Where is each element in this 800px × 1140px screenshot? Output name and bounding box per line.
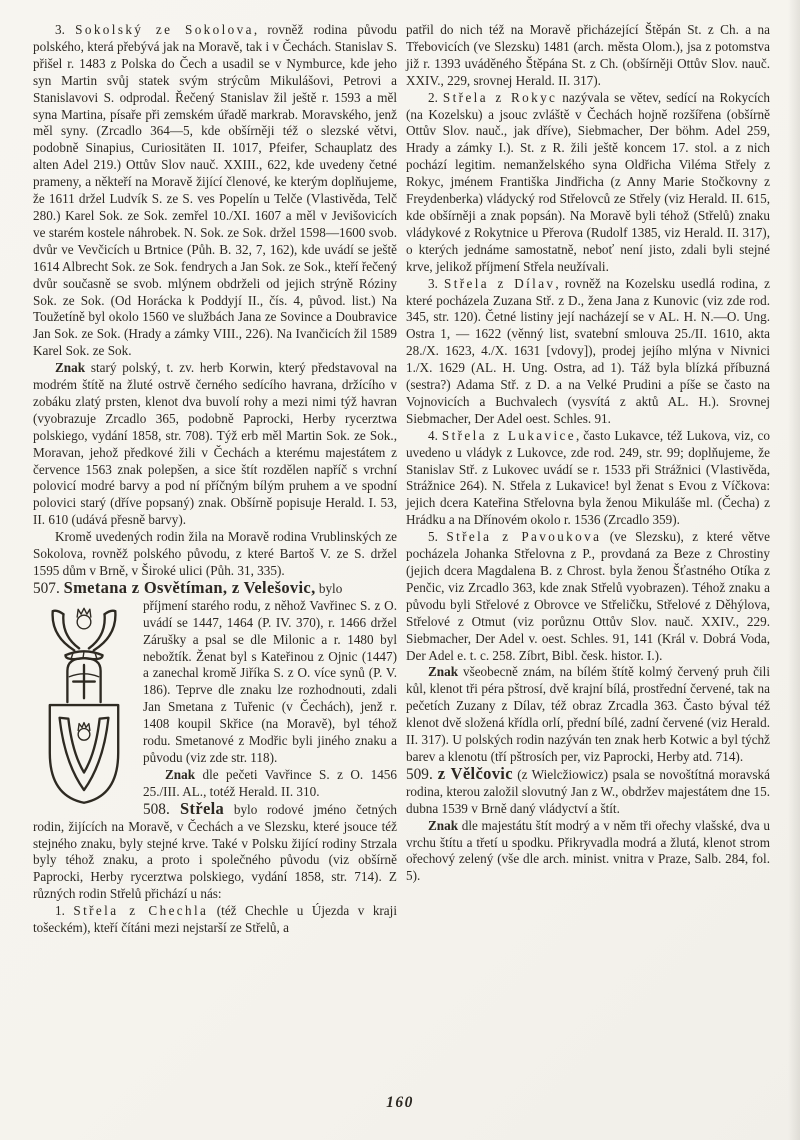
right-column — [406, 22, 770, 885]
text-segment: (ve Slezsku), z které větve pocházela Johanka Střelovna z P., provdaná za Beze z Chrostiny (jejich dcera Magdalena B. z Chrost. byla ženou Šťastného Otíka z Penčic, viz Zrcadlo 363, kde znak Střelů vyobrazen). Téhož znaku a původu byli Střelové z Obrovce ve Střeličku, Střelové z Děhýlova, Střelové z Otmut (viz porůznu Ottův Slov. nauč. XXIV., 229. Siebmacher, Der Adel v. oest. Schles. 91, 141 (Král v. Dobrá Voda, Der Adel e. t. c. 258. Zíbrt, Bibl. česk. histor. I.). — [406, 529, 770, 663]
text-segment: 507. — [33, 579, 64, 597]
left-column — [33, 22, 397, 937]
text-segment: nazývala se větev, sedící na Rokycích (na Kozelsku) a jsouc zvláště v Čechách hojně rozšířena (obšírně Ottův Slov. nauč., jak dříve), Siebmacher, Der böhm. Adel 259, Hrady a zámky I.). St. z R. žili ještě koncem 17. stol. a z nich pochází legitim. nemanželského syna Oldřicha Viléma Střely z Rokyc, jménem Františka Jindřicha (z Anny Marie Stočkovny z Freydenberka) vládycký rod Střelovců ze Střely (viz Herald. II. 615, kde obšírněji a znak popsán). Na Moravě byli téhož (Střelů) znaku vládykové z Rokytnice u Přerova (Rudolf 1385, viz Herald. II. 317), o kterých jednáme samostatně, neboť není jisto, zdali byli stejné krve, jelikož příjmení Střela neužívali. — [406, 89, 771, 274]
text-segment: Znak — [428, 817, 459, 833]
text-segment: 508. — [143, 800, 180, 818]
text-segment: Smetana z Osvětíman, z Velešovic, — [63, 577, 316, 597]
text-segment: Střela z Dílav — [444, 275, 556, 291]
text-segment: bylo — [315, 580, 343, 596]
text-segment: Střela z Chechla — [73, 903, 209, 919]
text-segment: všeobecně znám, na bílém štítě kolmý červený pruh čili kůl, klenot tři péra pštrosí, dvě krajní bílá, prostřední červené, tak na pečetích Zuzany z Dílav, též obraz Zrcadla 363. Často býval též klenot dvě složená křídla orlí, přední bílé, zadní červené (viz Herald. II. 317). U polských rodin nazýván ten znak herb Kotwic a byl týchž barev a klenotu (tří pštrosích per, viz Paprocki, Herby atd. 714). — [406, 664, 770, 764]
text-segment: , často Lukavce, též Lukova, viz, co uvedeno u vládyk z Lukovce, zde rod. 249, str. 99; doplňujeme, že Stanislav Stř. z Lukovec uvádí se r. 1533 při Strážnici (Vlastivěda, Strážnice 264). N. Střela z Lukavice! byl ženat s Evou z Víčkova: jejich dcera Kateřina Střelovna byla ženou Mikuláše ml. (Čecha) z Hrádku a na Dřínovém okolo r. 1536 (Zrcadlo 359). — [406, 427, 770, 528]
text-segment: 2. — [428, 89, 443, 105]
text-segment: Znak — [55, 360, 86, 376]
smetana-coat-of-arms-woodcut — [41, 604, 127, 810]
text-segment: 1. — [55, 903, 74, 919]
text-segment: 4. — [428, 427, 442, 443]
entry-508 — [33, 798, 397, 903]
text-segment: 5. — [428, 529, 447, 545]
left-column-top-blocks — [33, 22, 397, 580]
text-segment: , rovněž rodina původu polského, která přebývá jak na Moravě, tak i v Čechách. Stanislav S. přišel r. 1483 z Polska do Čech a usadil se v Nymburce, kde jeho syn Martin svůj statek svým strýcům Mikulášovi, Petrovi a Stanislavovi S. odprodal. Řečený Stanislav žil ještě r. 1593 a měl syna Martina, písaře při zemském úřadě markrab. Moravského, jenž měl syny. (Zrcadlo 364—5, kde obšírněji též o slezské větvi, podobně Sinapius, Curiositäten II. 1017, Pfeifer, Schauplatz des alten Adel 219.) Ottův Slov nauč. XXIII., 622, kde uvedeny četné prameny, a někteří na Moravě žijící členové, ke kterým doplňujeme, že 1611 držel Ludvík S. ze S. ves Popelín u Telče (Vlastivěda, Telč 280.) Karel Sok. ze Sok. zemřel 10./XI. 1607 a měl v Jevišovicích ve starém kostele náhrobek. N. Sok. ze Sok. držel 1598—1600 svob. dvůr ve Vevčicích u Brtnice (Půh. B. 32, 7, 162), kde uvádí se ještě 1614 Albrecht Sok. ze Sok. fendrych a Jan Sok. ze Sok., kteří řečený dvůr současně se svob. mlýnem obdrželi od jejich strýně Róziny Sok. ze Sok. (Od Horácka k Poddyjí II., čís. 4, původ. list.) Na Toužetíně byl okolo 1560 ve službách Jana ze Sovince a Doubravice Jan Sok. ze Sok. (Hrady a zámky VIII., 226). Na Ivančicích žil 1589 Karel Sok. ze Sok. — [33, 22, 397, 359]
item-strela-5 — [406, 529, 770, 664]
paragraph-vrublinsti — [33, 529, 397, 580]
item-strela-4 — [406, 428, 770, 529]
paragraph-znak-velcovic — [406, 818, 770, 886]
text-segment: příjmení starého rodu, z něhož Vavřinec S. z O. uvádí se 1447, 1464 (P. IV. 370), r. 1466 držel Zárušky a psal se dle Milonic a r. 1480 byl nebožtík. Ženat byl s Kateřinou z Ojnic (1447) a zanechal kromě Jiříka S. z O. více synů (P. V. 186). Teprve dle znaku lze rozhodnouti, zdali Jan Smetana z Tuřenic (v Čechách), jenž r. 1408 koupil Skřice (na Moravě), byl téhož rodu. Smetanové z Modřic byli jiného znaku a původu (viz zde str. 118). — [143, 597, 397, 765]
paragraph-sokolsky — [33, 22, 397, 360]
text-segment: z Vělčovic — [437, 763, 513, 783]
paragraph-continuation — [406, 22, 770, 90]
text-segment: Střela z Rokyc — [442, 89, 558, 105]
text-segment: Střela — [180, 798, 225, 818]
text-segment: 3. — [428, 275, 444, 291]
page-number: 160 — [386, 1094, 414, 1111]
paragraph-znak-sokolsky — [33, 360, 397, 529]
entry-507 — [33, 577, 397, 801]
text-segment: Znak — [165, 766, 196, 782]
entry-507-heading — [33, 577, 397, 598]
text-segment: , rovněž na Kozelsku usedlá rodina, z které pocházela Zuzana Stř. z D., žena Jana z Kunovic (viz zde rod. 345, str. 120). Četné listiny její nacházejí se v AL. H. N.—O. Ung. Ostra 1, — 1622 (věnný list, svatební smlouva 25./II. 1610, akta 28./X. 1623, 4./X. 1631 [vdovy]), prodej jejího mlýna v Nivnici 1./X. 1629 (AL. H. Ung. Ostra, ad 1). Táž byla blízká příbuzná (sestra?) Adama Stř. z D. a na Velké Prudini a píše se často na Vojnovicích a Buchvalech (vysvítá z aktů AL. H.). Srovnej Siebmacher, Der Adel oest. Schles. 91. — [406, 275, 770, 426]
text-segment: 3. — [55, 22, 76, 37]
text-segment: starý polský, t. zv. herb Korwin, který představoval na modrém štítě na žluté ostrvě černého sedícího havrana, držícího v zobáku zlatý prsten, klenot dva buvolí rohy a mezi nimi týž havran (vyobrazuje Zrcadlo 365, podobně Paprocki, Herby rycerztwa polskiego, vydání 1858, str. 708). Týž erb měl Martin Sok. ze Sok., Moravan, jehož předkové žili v Čechách a kterému majestátem z července 1563 znak polepšen, a sice štít rozdělen napříč s vrchní polovicí modré barvy a pod ní příčným bílým pruhem a ve spodní polovici starý (dříve popsaný) znak. Obšírně popisuje Herald. I. 53, II. 610 (udává přesně barvy). — [33, 360, 397, 528]
text-segment: dle pečeti Vavřince S. z O. 1456 25./III. AL., totéž Herald. II. 310. — [143, 766, 397, 799]
entry-507-heading-wrap — [33, 577, 397, 598]
text-segment: Střela z Lukavice — [441, 427, 576, 443]
text-segment: Kromě uvedených rodin žila na Moravě rodina Vrublinských ze Sokolova, rovněž polského původu, z které Bartoš V. ze S. držel 1595 dům v Brně, v Široké ulici (Půh. 31, 335). — [33, 529, 397, 578]
text-segment: Znak — [428, 664, 459, 680]
item-strela-3 — [406, 276, 770, 428]
entry-509 — [406, 763, 770, 818]
text-segment: bylo rodové jméno četných rodin, žijících na Moravě, v Čechách a ve Slezsku, které jsouce též stejného znaku, byly stejné krve. Také v Polsku žijící rodiny Strzala byly téhož znaku, a proto i společného původu (viz obšírně Paprocki, Herby rycerztwa polskiego, vydání 1858, str. 714). Z různých rodin Střelů přichází u nás: — [33, 801, 397, 902]
text-segment: Sokolský ze Sokolova — [75, 22, 254, 37]
item-strela-1 — [33, 903, 397, 937]
text-segment: (z Wielcžiowicz) psala se novoštítná moravská rodina, kterou založil slovutný Jan z W., obdržev majestátem dne 15. dubna 1539 v Brně daný vládyctví a štít. — [406, 766, 770, 816]
item-strela-2 — [406, 90, 770, 276]
text-segment: patřil do nich též na Moravě přicházející Štěpán St. z Ch. a na Třebovicích (ve Slezsku) 1481 (arch. města Olom.), jsa z potomstva již r. 1393 uváděného Štěpána St. z Ch. (obšírněji Ottův Slov. nauč. XXIV., 229, srovnej Herald. II. 317). — [406, 22, 770, 88]
text-segment: Střela z Pavoukova — [446, 529, 602, 545]
paragraph-znak-strela — [406, 664, 770, 765]
left-column-bottom-blocks — [33, 798, 397, 937]
entry-507-body — [33, 598, 397, 801]
text-segment: (též Chechle u Újezda v kraji tošeckém), kteří čítáni mezi nejstarší ze Střelů, a — [33, 903, 397, 936]
text-segment: dle majestátu štít modrý a v něm tři ořechy vlašské, dva u vrchu štítu a třetí u spodku. Přikryvadla modrá a žlutá, klenot strom ořechový zelený (vše dle arch. minist. vnitra v Praze, Salb. 284, fol. 5). — [406, 817, 770, 884]
text-segment: 509. — [406, 765, 438, 783]
